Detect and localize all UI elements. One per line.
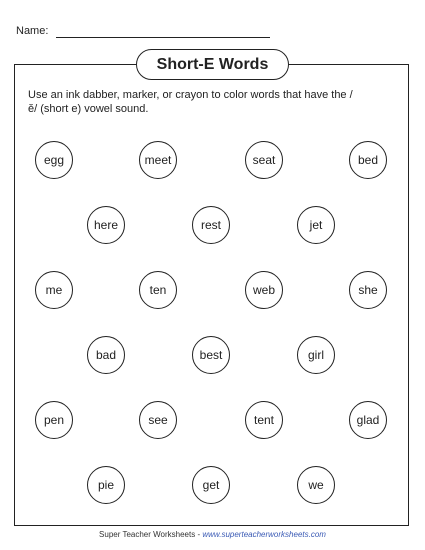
word-circle[interactable] [192, 466, 230, 504]
footer-url[interactable]: www.superteacherworksheets.com [202, 530, 326, 539]
word-label: meet [144, 153, 172, 167]
word-circle[interactable] [87, 336, 125, 374]
name-label: Name: [16, 25, 49, 37]
word-label: pen [43, 413, 65, 427]
word-circle[interactable] [192, 206, 230, 244]
word-circle[interactable] [349, 141, 387, 179]
word-label: seat [252, 153, 276, 167]
word-circle[interactable] [139, 271, 177, 309]
word-circle[interactable] [297, 336, 335, 374]
word-label: see [148, 413, 168, 427]
word-label: bad [95, 348, 117, 362]
footer-separator: - [195, 530, 203, 539]
word-label: glad [356, 413, 380, 427]
word-label: pie [97, 478, 114, 492]
title-text: Short-E Words [156, 55, 269, 73]
word-circle[interactable] [87, 466, 125, 504]
word-label: web [252, 283, 275, 297]
word-label: best [199, 348, 223, 362]
word-label: get [202, 478, 220, 492]
word-circle[interactable] [87, 206, 125, 244]
word-label: ten [149, 283, 167, 297]
word-label: tent [253, 413, 274, 427]
word-circle[interactable] [35, 271, 73, 309]
word-circle[interactable] [297, 206, 335, 244]
name-line [56, 37, 270, 38]
word-label: here [93, 218, 119, 232]
word-circle[interactable] [245, 401, 283, 439]
footer-site-name: Super Teacher Worksheets [99, 530, 196, 539]
word-circle[interactable] [349, 271, 387, 309]
word-circle[interactable] [35, 141, 73, 179]
word-circle[interactable] [245, 271, 283, 309]
worksheet-title [136, 49, 289, 80]
word-label: girl [307, 348, 324, 362]
word-circle[interactable] [35, 401, 73, 439]
instructions: Use an ink dabber, marker, or crayon to color words that have the /ĕ/ (short e) vowel sound. [28, 89, 353, 115]
word-circle[interactable] [245, 141, 283, 179]
word-circle[interactable] [139, 401, 177, 439]
word-label: we [308, 478, 324, 492]
word-label: egg [43, 153, 65, 167]
word-circle[interactable] [192, 336, 230, 374]
word-label: she [358, 283, 378, 297]
word-circle[interactable] [297, 466, 335, 504]
word-circle[interactable] [139, 141, 177, 179]
word-circle[interactable] [349, 401, 387, 439]
footer [0, 530, 425, 539]
word-label: jet [309, 218, 323, 232]
word-label: bed [357, 153, 379, 167]
word-label: rest [200, 218, 221, 232]
word-label: me [45, 283, 63, 297]
